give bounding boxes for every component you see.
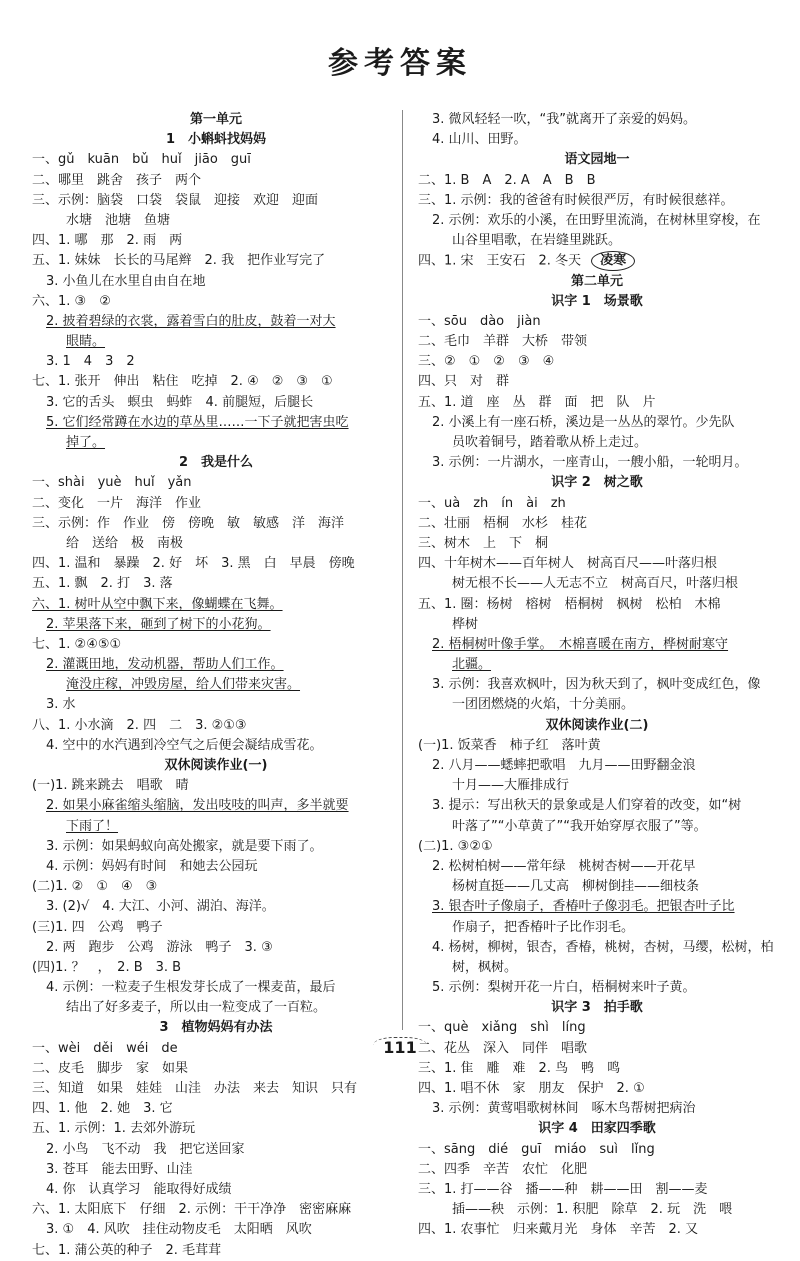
answer-line: [418, 514, 776, 534]
answer-text: 一、sāng dié guī miáo suì lǐng: [418, 1141, 655, 1157]
answer-text: 八、1. 小水滴 2. 四 二 3. ②①③: [32, 717, 247, 733]
answer-text: 四、1. 温和 暴躁 2. 好 坏 3. 黑 白 早晨 傍晚: [32, 556, 355, 572]
answer-text: 树无根不长——人无志不立 树高百尺，叶落归根: [452, 576, 739, 592]
answer-text: 七、1. ②④⑤①: [32, 636, 122, 652]
answer-line: [32, 534, 400, 554]
answer-text: 3. 示例：如果蚂蚁向高处搬家，就是要下雨了。: [46, 838, 323, 854]
section-heading: [32, 1018, 400, 1038]
answer-line: [32, 191, 400, 211]
answer-text: 双休阅读作业(一): [164, 758, 268, 773]
answer-text: 三、示例：脑袋 口袋 袋鼠 迎接 欢迎 迎面: [32, 192, 319, 208]
answer-text: 3. 示例：一片湖水，一座青山，一艘小船，一轮明月。: [432, 455, 748, 471]
answer-line: [418, 695, 776, 715]
answer-line: [418, 231, 776, 251]
right-column: [418, 110, 776, 1241]
answer-text: (二)1. ③②①: [418, 838, 493, 854]
answer-line: [418, 1160, 776, 1180]
answer-line: [32, 433, 400, 453]
answer-line: [418, 958, 776, 978]
section-heading: [32, 453, 400, 473]
answer-line: [418, 1059, 776, 1079]
answer-text: 二、1. B A 2. A A B B: [418, 172, 596, 188]
answer-text: 五、1. 飘 2. 打 3. 落: [32, 576, 173, 592]
answer-line: [32, 897, 400, 917]
answer-text: 4. 示例：一粒麦子生根发芽长成了一棵麦苗，最后: [46, 980, 336, 996]
answer-line: [32, 776, 400, 796]
answer-text: 四、1. 农事忙 归来戴月光 身体 辛苦 2. 又: [418, 1222, 699, 1238]
section-heading: [418, 272, 776, 292]
answer-text: 四、1. 哪 那 2. 雨 两: [32, 233, 183, 249]
answer-line: [418, 756, 776, 776]
answer-line: [418, 817, 776, 837]
answer-line: [32, 211, 400, 231]
answer-text: 六、1. 树叶从空中飘下来，像蝴蝶在飞舞。: [32, 596, 283, 612]
circled-answer: 凌寒: [591, 251, 635, 271]
answer-text: 员吹着铜号，踏着歌从桥上走过。: [452, 435, 648, 450]
answer-text: 2 我是什么: [178, 455, 254, 471]
answer-line: [418, 796, 776, 816]
answer-text: 三、1. 打——谷 播——种 耕——田 割——麦: [418, 1181, 708, 1197]
answer-text: 2. 苹果落下来，砸到了树下的小花狗。: [46, 616, 271, 632]
answer-line: [32, 877, 400, 897]
answer-line: [418, 413, 776, 433]
answer-line: [32, 332, 400, 352]
answer-line: [32, 1099, 400, 1119]
answer-text: 第二单元: [570, 273, 623, 289]
answer-line: [32, 272, 400, 292]
answer-text: 3. 1 4 3 2: [46, 354, 135, 370]
answer-text: 双休阅读作业(二): [545, 717, 649, 733]
answer-line: [418, 1220, 776, 1240]
answer-line: [32, 918, 400, 938]
answer-text: (一)1. 饭菜香 柿子红 落叶黄: [418, 737, 601, 753]
answer-text: 二、皮毛 脚步 家 如果: [32, 1060, 189, 1076]
answer-line: [32, 292, 400, 312]
answer-line: [32, 1140, 400, 1160]
answer-text: (二)1. ② ① ④ ③: [32, 879, 158, 895]
answer-text: 杨树直挺——几丈高 柳树倒挂——细枝条: [452, 879, 700, 895]
answer-text: 3. 银杏叶子像扇子，香椿叶子像羽毛。把银杏叶子比: [432, 899, 735, 915]
answer-text: 三、② ① ② ③ ④: [418, 354, 555, 370]
answer-text: 结出了好多麦子，所以由一粒变成了一百粒。: [66, 1000, 327, 1016]
answer-line: [32, 1059, 400, 1079]
answer-line: [418, 110, 776, 130]
answer-text: 三、1. 示例：我的爸爸有时候很严厉，有时候很慈祥。: [418, 192, 734, 208]
page-number-text: 111: [373, 1037, 426, 1057]
answer-line: [418, 857, 776, 877]
answer-text: 下雨了！: [66, 818, 119, 834]
answer-text: 水塘 池塘 鱼塘: [66, 212, 171, 228]
answer-text: 2. 灌溉田地，发动机器，帮助人们工作。: [46, 657, 284, 673]
answer-line: [32, 615, 400, 635]
answer-line: [418, 615, 776, 635]
answer-text: 淹没庄稼，冲毁房屋，给人们带来灾害。: [66, 677, 301, 693]
answer-line: [418, 332, 776, 352]
answer-text: 六、1. ③ ②: [32, 293, 111, 309]
answer-text: 识字 3 拍手歌: [551, 1000, 643, 1016]
answer-line: [32, 231, 400, 251]
answer-line: [418, 897, 776, 917]
left-column: [32, 110, 400, 1261]
answer-line: [32, 595, 400, 615]
answer-line: [418, 171, 776, 191]
answer-text: 五、1. 道 座 丛 群 面 把 队 片: [418, 394, 656, 410]
answer-text: 七、1. 蒲公英的种子 2. 毛茸茸: [32, 1242, 222, 1258]
section-heading: [32, 110, 400, 130]
answer-line: [32, 372, 400, 392]
answer-text: 2. 八月——蟋蟀把歌唱 九月——田野翻金浪: [432, 758, 696, 773]
answer-text: 4. 示例：妈妈有时间 和她去公园玩: [46, 858, 258, 874]
page-number: [0, 1038, 800, 1057]
answer-text: 2. 小鸟 飞不动 我 把它送回家: [46, 1141, 245, 1157]
section-heading: [418, 150, 776, 170]
answer-line: [32, 554, 400, 574]
answer-text: 二、壮丽 梧桐 水杉 桂花: [418, 515, 588, 531]
answer-text: 一、sōu dào jiàn: [418, 313, 541, 329]
answer-line: [32, 1160, 400, 1180]
answer-line: [418, 574, 776, 594]
answer-line: [418, 372, 776, 392]
answer-line: [418, 1140, 776, 1160]
answer-line: [32, 1200, 400, 1220]
answer-text: 语文园地一: [564, 152, 630, 168]
answer-line: [418, 1200, 776, 1220]
answer-line: [418, 675, 776, 695]
answer-line: [418, 130, 776, 150]
answer-text: 二、四季 辛苦 农忙 化肥: [418, 1161, 588, 1177]
answer-text: 3. 提示：写出秋天的景象或是人们穿着的改变，如“树: [432, 798, 742, 814]
answer-text: 山谷里唱歌，在岩缝里跳跃。: [452, 233, 622, 249]
answer-line: [418, 1079, 776, 1099]
answer-line: [418, 837, 776, 857]
answer-text: 掉了。: [66, 435, 106, 450]
answer-text: 二、变化 一片 海洋 作业: [32, 495, 202, 511]
column-divider: [402, 110, 403, 1030]
answer-text: (一)1. 跳来跳去 唱歌 晴: [32, 778, 189, 794]
answer-line: [32, 312, 400, 332]
answer-text: (三)1. 四 公鸡 鸭子: [32, 919, 163, 935]
answer-line: [32, 635, 400, 655]
answer-line: [32, 716, 400, 736]
answer-line: [32, 1079, 400, 1099]
answer-line: [32, 1180, 400, 1200]
section-heading: [418, 473, 776, 493]
answer-line: [418, 776, 776, 796]
answer-text: (四)1. ？ ， 2. B 3. B: [32, 959, 182, 975]
answer-line: [418, 453, 776, 473]
section-heading: [418, 292, 776, 312]
answer-line: [418, 494, 776, 514]
answer-text: 3. 示例：我喜欢枫叶，因为秋天到了，枫叶变成红色，像: [432, 677, 761, 693]
answer-text: 2. 松树柏树——常年绿 桃树杏树——开花早: [432, 858, 696, 874]
answer-text: 2. 披着碧绿的衣裳，露着雪白的肚皮，鼓着一对大: [46, 313, 336, 329]
answer-text: 4. 杨树，柳树，银杏，香椿，桃树，杏树，马缨，松树，柏: [432, 939, 774, 955]
answer-text: 识字 1 场景歌: [551, 293, 643, 309]
answer-line: [32, 171, 400, 191]
answer-text: 一、shài yuè huǐ yǎn: [32, 475, 192, 491]
answer-line: [418, 595, 776, 615]
answer-text: 四、十年树木——百年树人 树高百尺——叶落归根: [418, 556, 718, 572]
answer-line: [32, 675, 400, 695]
answer-line: [418, 736, 776, 756]
answer-text: 3. 它的舌头 螟虫 蚂蚱 4. 前腿短，后腿长: [46, 394, 314, 410]
answer-text: 三、1. 隹 雕 难 2. 鸟 鸭 鸣: [418, 1060, 621, 1076]
answer-line: [418, 877, 776, 897]
answer-line: [32, 514, 400, 534]
answer-line: [418, 1099, 776, 1119]
answer-text: 四、1. 宋 王安石 2. 冬天: [418, 253, 582, 269]
answer-line: [32, 251, 400, 271]
answer-text: 2. 如果小麻雀缩头缩脑，发出吱吱的叫声，多半就要: [46, 798, 349, 814]
answer-text: 4. 山川、田野。: [432, 132, 527, 148]
answer-text: 第一单元: [189, 112, 242, 127]
answer-text: 插——秧 示例：1. 积肥 除草 2. 玩 洗 喂: [452, 1202, 733, 1218]
answer-line: [32, 998, 400, 1018]
section-heading: [32, 130, 400, 150]
answer-text: 3. 微风轻轻一吹，“我”就离开了亲爱的妈妈。: [432, 112, 697, 127]
answer-text: 5. 示例：梨树开花一片白，梧桐树来叶子黄。: [432, 980, 696, 996]
answer-text: 3. (2)√ 4. 大江、小河、湖泊、海洋。: [46, 899, 275, 915]
answer-text: 四、1. 他 2. 她 3. 它: [32, 1101, 173, 1117]
answer-text: 一、gǔ kuān bǔ huǐ jiāo guī: [32, 152, 251, 168]
answer-text: 识字 2 树之歌: [551, 475, 643, 491]
answer-text: 七、1. 张开 伸出 粘住 吃掉 2. ④ ② ③ ①: [32, 374, 333, 390]
answer-text: 2. 示例：欢乐的小溪，在田野里流淌，在树林里穿梭，在: [432, 212, 761, 228]
answer-line: [32, 958, 400, 978]
answer-text: 五、1. 妹妹 长长的马尾辫 2. 我 把作业写完了: [32, 253, 326, 269]
answer-line: [418, 554, 776, 574]
answer-line: [418, 352, 776, 372]
answer-text: 4. 你 认真学习 能取得好成绩: [46, 1181, 232, 1197]
answer-line: [32, 978, 400, 998]
answer-text: 二、花丛 深入 同伴 唱歌: [418, 1040, 588, 1056]
answer-text: 一团团燃烧的火焰，十分美丽。: [452, 697, 635, 713]
answer-text: 二、毛巾 羊群 大桥 带领: [418, 334, 588, 350]
answer-text: 2. 两 跑步 公鸡 游泳 鸭子 3. ③: [46, 939, 273, 955]
answer-text: 4. 空中的水汽遇到冷空气之后便会凝结成雪花。: [46, 737, 323, 753]
answer-text: 十月——大雁排成行: [452, 778, 570, 794]
answer-line: [32, 413, 400, 433]
answer-line: [32, 494, 400, 514]
answer-line: [418, 938, 776, 958]
answer-line: [418, 393, 776, 413]
answer-text: 六、1. 太阳底下 仔细 2. 示例：干干净净 密密麻麻: [32, 1202, 352, 1218]
answer-text: 眼睛。: [66, 334, 106, 350]
answer-line: [32, 393, 400, 413]
page-title: 参考答案: [328, 46, 472, 81]
answer-text: 五、1. 圈：杨树 榕树 梧桐树 枫树 松柏 木棉: [418, 596, 721, 612]
answer-line: [32, 837, 400, 857]
answer-text: 3. ① 4. 风吹 挂住动物皮毛 太阳晒 风吹: [46, 1222, 312, 1238]
section-heading: [418, 716, 776, 736]
answer-line: [32, 574, 400, 594]
answer-line: [32, 938, 400, 958]
answer-line: [32, 1220, 400, 1240]
answer-text: 3. 苍耳 能去田野、山洼: [46, 1161, 193, 1177]
answer-line: [32, 655, 400, 675]
answer-line: [418, 433, 776, 453]
answer-line: [32, 1119, 400, 1139]
answer-text: 识字 4 田家四季歌: [538, 1121, 656, 1137]
answer-text: 3 植物妈妈有办法: [159, 1020, 273, 1036]
answer-line: [32, 1241, 400, 1261]
answer-text: 3. 小鱼儿在水里自由自在地: [46, 273, 206, 289]
answer-line: [418, 978, 776, 998]
answer-line: [418, 1180, 776, 1200]
answer-text: 2. 梧桐树叶像手掌。 木棉喜暖在南方，桦树耐寒守: [432, 636, 729, 652]
answer-line: [32, 150, 400, 170]
answer-line: [418, 655, 776, 675]
answer-text: 四、只 对 群: [418, 374, 510, 390]
answer-line: [32, 857, 400, 877]
answer-text: 三、树木 上 下 桐: [418, 535, 549, 551]
answer-line: [32, 695, 400, 715]
answer-text: 一、wèi děi wéi de: [32, 1040, 178, 1056]
answer-text: 四、1. 唱不休 家 朋友 保护 2. ①: [418, 1081, 645, 1096]
answer-line: [418, 312, 776, 332]
answer-line: [32, 736, 400, 756]
answer-line: [418, 534, 776, 554]
section-heading: [32, 756, 400, 776]
answer-text: 1 小蝌蚪找妈妈: [165, 132, 267, 148]
answer-line: [32, 473, 400, 493]
answer-text: 二、哪里 跳舍 孩子 两个: [32, 172, 202, 188]
answer-text: 一、uà zh ín ài zh: [418, 495, 566, 511]
answer-text: 三、示例：作 作业 傍 傍晚 敏 敏感 洋 海洋: [32, 515, 345, 531]
answer-text: 树，枫树。: [452, 959, 518, 975]
answer-text: 作扇子，把香椿叶子比作羽毛。: [452, 919, 635, 935]
answer-text: 一、què xiǎng shì líng: [418, 1020, 586, 1036]
answer-line: [32, 352, 400, 372]
answer-text: 三、知道 如果 娃娃 山洼 办法 来去 知识 只有: [32, 1081, 358, 1096]
answer-text: 五、1. 示例：1. 去郊外游玩: [32, 1121, 196, 1137]
answer-line: [418, 251, 776, 271]
answer-text: 叶落了”“小草黄了”“我开始穿厚衣服了”等。: [452, 818, 707, 834]
answer-text: 3. 水: [46, 697, 76, 713]
answer-line: [418, 1018, 776, 1038]
answer-line: [32, 817, 400, 837]
answer-text: 桦树: [452, 616, 479, 632]
answer-line: [418, 191, 776, 211]
answer-line: [418, 918, 776, 938]
answer-line: [418, 635, 776, 655]
answer-text: 5. 它们经常蹲在水边的草丛里……一下子就把害虫吃: [46, 414, 349, 430]
section-heading: [418, 998, 776, 1018]
section-heading: [418, 1119, 776, 1139]
answer-text: 3. 示例：黄莺唱歌树林间 啄木鸟帮树把病治: [432, 1101, 696, 1117]
answer-text: 给 送给 极 南极: [66, 535, 184, 551]
answer-line: [32, 796, 400, 816]
answer-text: 2. 小溪上有一座石桥，溪边是一丛丛的翠竹。少先队: [432, 414, 735, 430]
answer-line: [418, 211, 776, 231]
answer-text: 北疆。: [452, 657, 492, 673]
